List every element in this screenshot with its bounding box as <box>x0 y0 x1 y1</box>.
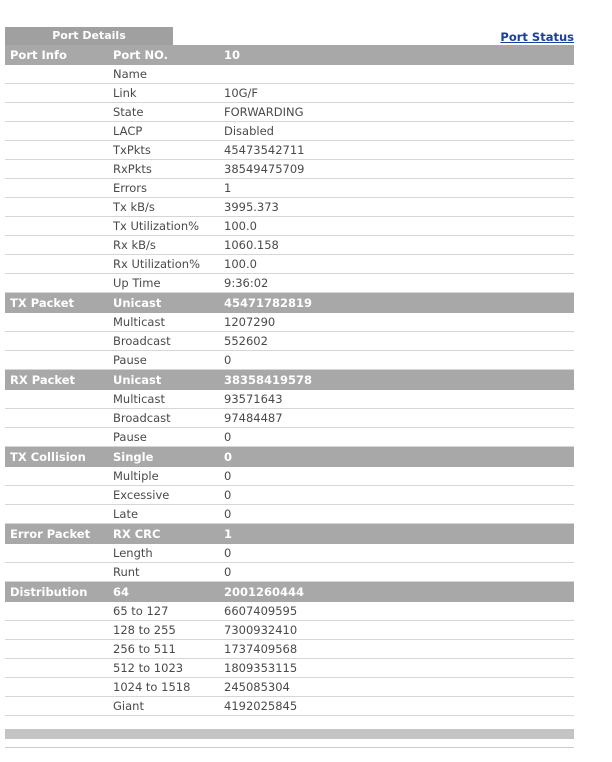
section-header-row <box>5 447 574 467</box>
table-row <box>5 332 574 351</box>
footer-divider <box>5 747 574 748</box>
field-value: 245085304 <box>224 678 574 697</box>
table-row <box>5 467 574 486</box>
field-value: 10G/F <box>224 84 574 103</box>
section-spacer <box>5 659 113 678</box>
section-spacer <box>5 236 113 255</box>
port-details-table <box>5 45 574 716</box>
field-label: Rx Utilization% <box>113 255 224 274</box>
section-spacer <box>5 160 113 179</box>
section-spacer <box>5 255 113 274</box>
table-row <box>5 198 574 217</box>
field-label: 512 to 1023 <box>113 659 224 678</box>
section-spacer <box>5 217 113 236</box>
table-row <box>5 697 574 716</box>
section-header-row <box>5 370 574 390</box>
section-header-row <box>5 293 574 313</box>
table-row <box>5 544 574 563</box>
footer-bar <box>5 729 574 739</box>
section-spacer <box>5 390 113 409</box>
table-row <box>5 160 574 179</box>
field-value: Disabled <box>224 122 574 141</box>
field-label: Tx kB/s <box>113 198 224 217</box>
section-spacer <box>5 313 113 332</box>
section-spacer <box>5 563 113 582</box>
field-label: Multicast <box>113 390 224 409</box>
section-name: Port Info <box>5 45 113 65</box>
field-value: 1207290 <box>224 313 574 332</box>
field-label: Rx kB/s <box>113 236 224 255</box>
table-row <box>5 122 574 141</box>
field-value: 0 <box>224 467 574 486</box>
field-label: Name <box>113 65 224 84</box>
field-label: Up Time <box>113 274 224 293</box>
field-label: Unicast <box>113 370 224 390</box>
section-spacer <box>5 351 113 370</box>
field-value: 100.0 <box>224 255 574 274</box>
section-name: Error Packet <box>5 524 113 544</box>
field-value: 45473542711 <box>224 141 574 160</box>
section-spacer <box>5 467 113 486</box>
field-label: 256 to 511 <box>113 640 224 659</box>
field-value: 0 <box>224 486 574 505</box>
section-spacer <box>5 678 113 697</box>
table-row <box>5 390 574 409</box>
field-value: 1809353115 <box>224 659 574 678</box>
field-label: Excessive <box>113 486 224 505</box>
table-row <box>5 505 574 524</box>
table-row <box>5 236 574 255</box>
section-name: RX Packet <box>5 370 113 390</box>
field-value: 1060.158 <box>224 236 574 255</box>
section-spacer <box>5 198 113 217</box>
table-row <box>5 141 574 160</box>
field-value: 45471782819 <box>224 293 574 313</box>
field-label: 1024 to 1518 <box>113 678 224 697</box>
field-label: Multiple <box>113 467 224 486</box>
section-spacer <box>5 65 113 84</box>
field-value <box>224 65 574 84</box>
section-spacer <box>5 84 113 103</box>
field-label: Broadcast <box>113 332 224 351</box>
field-value: 97484487 <box>224 409 574 428</box>
table-row <box>5 659 574 678</box>
table-row <box>5 563 574 582</box>
section-spacer <box>5 103 113 122</box>
field-label: TxPkts <box>113 141 224 160</box>
field-value: 0 <box>224 505 574 524</box>
field-label: Pause <box>113 428 224 447</box>
field-value: 1737409568 <box>224 640 574 659</box>
table-row <box>5 217 574 236</box>
section-header-row <box>5 45 574 65</box>
field-label: LACP <box>113 122 224 141</box>
section-spacer <box>5 409 113 428</box>
table-row <box>5 274 574 293</box>
field-value: 38549475709 <box>224 160 574 179</box>
field-value: 0 <box>224 544 574 563</box>
section-spacer <box>5 428 113 447</box>
table-row <box>5 65 574 84</box>
table-row <box>5 351 574 370</box>
field-value: 552602 <box>224 332 574 351</box>
section-name: TX Packet <box>5 293 113 313</box>
port-status-link[interactable]: Port Status <box>500 30 574 44</box>
field-value: 0 <box>224 563 574 582</box>
table-row <box>5 313 574 332</box>
field-label: Errors <box>113 179 224 198</box>
section-spacer <box>5 179 113 198</box>
section-spacer <box>5 544 113 563</box>
field-value: 7300932410 <box>224 621 574 640</box>
field-value: 1 <box>224 179 574 198</box>
field-value: 9:36:02 <box>224 274 574 293</box>
section-spacer <box>5 122 113 141</box>
section-spacer <box>5 274 113 293</box>
field-label: Giant <box>113 697 224 716</box>
table-row <box>5 621 574 640</box>
field-label: Broadcast <box>113 409 224 428</box>
field-label: Port NO. <box>113 45 224 65</box>
field-label: Length <box>113 544 224 563</box>
table-row <box>5 84 574 103</box>
field-label: Tx Utilization% <box>113 217 224 236</box>
section-spacer <box>5 621 113 640</box>
field-label: Multicast <box>113 313 224 332</box>
section-header-row <box>5 582 574 602</box>
field-label: Single <box>113 447 224 467</box>
section-spacer <box>5 697 113 716</box>
field-value: 93571643 <box>224 390 574 409</box>
field-label: Unicast <box>113 293 224 313</box>
table-row <box>5 255 574 274</box>
field-label: 65 to 127 <box>113 602 224 621</box>
field-label: 64 <box>113 582 224 602</box>
field-label: State <box>113 103 224 122</box>
field-value: 0 <box>224 447 574 467</box>
field-value: 3995.373 <box>224 198 574 217</box>
section-spacer <box>5 486 113 505</box>
field-label: RxPkts <box>113 160 224 179</box>
section-name: TX Collision <box>5 447 113 467</box>
field-value: 2001260444 <box>224 582 574 602</box>
table-row <box>5 602 574 621</box>
section-spacer <box>5 640 113 659</box>
table-row <box>5 428 574 447</box>
table-row <box>5 103 574 122</box>
tab-port-details[interactable]: Port Details <box>5 27 173 45</box>
field-value: FORWARDING <box>224 103 574 122</box>
section-spacer <box>5 332 113 351</box>
field-value: 4192025845 <box>224 697 574 716</box>
section-header-row <box>5 524 574 544</box>
field-label: Late <box>113 505 224 524</box>
field-label: 128 to 255 <box>113 621 224 640</box>
field-label: Link <box>113 84 224 103</box>
table-row <box>5 678 574 697</box>
field-value: 10 <box>224 45 574 65</box>
field-value: 1 <box>224 524 574 544</box>
field-value: 100.0 <box>224 217 574 236</box>
section-spacer <box>5 505 113 524</box>
field-value: 38358419578 <box>224 370 574 390</box>
field-label: Pause <box>113 351 224 370</box>
section-name: Distribution <box>5 582 113 602</box>
table-row <box>5 409 574 428</box>
field-label: RX CRC <box>113 524 224 544</box>
section-spacer <box>5 141 113 160</box>
details-body <box>5 45 574 716</box>
section-spacer <box>5 602 113 621</box>
field-value: 6607409595 <box>224 602 574 621</box>
table-row <box>5 179 574 198</box>
table-row <box>5 486 574 505</box>
field-label: Runt <box>113 563 224 582</box>
table-row <box>5 640 574 659</box>
field-value: 0 <box>224 428 574 447</box>
field-value: 0 <box>224 351 574 370</box>
